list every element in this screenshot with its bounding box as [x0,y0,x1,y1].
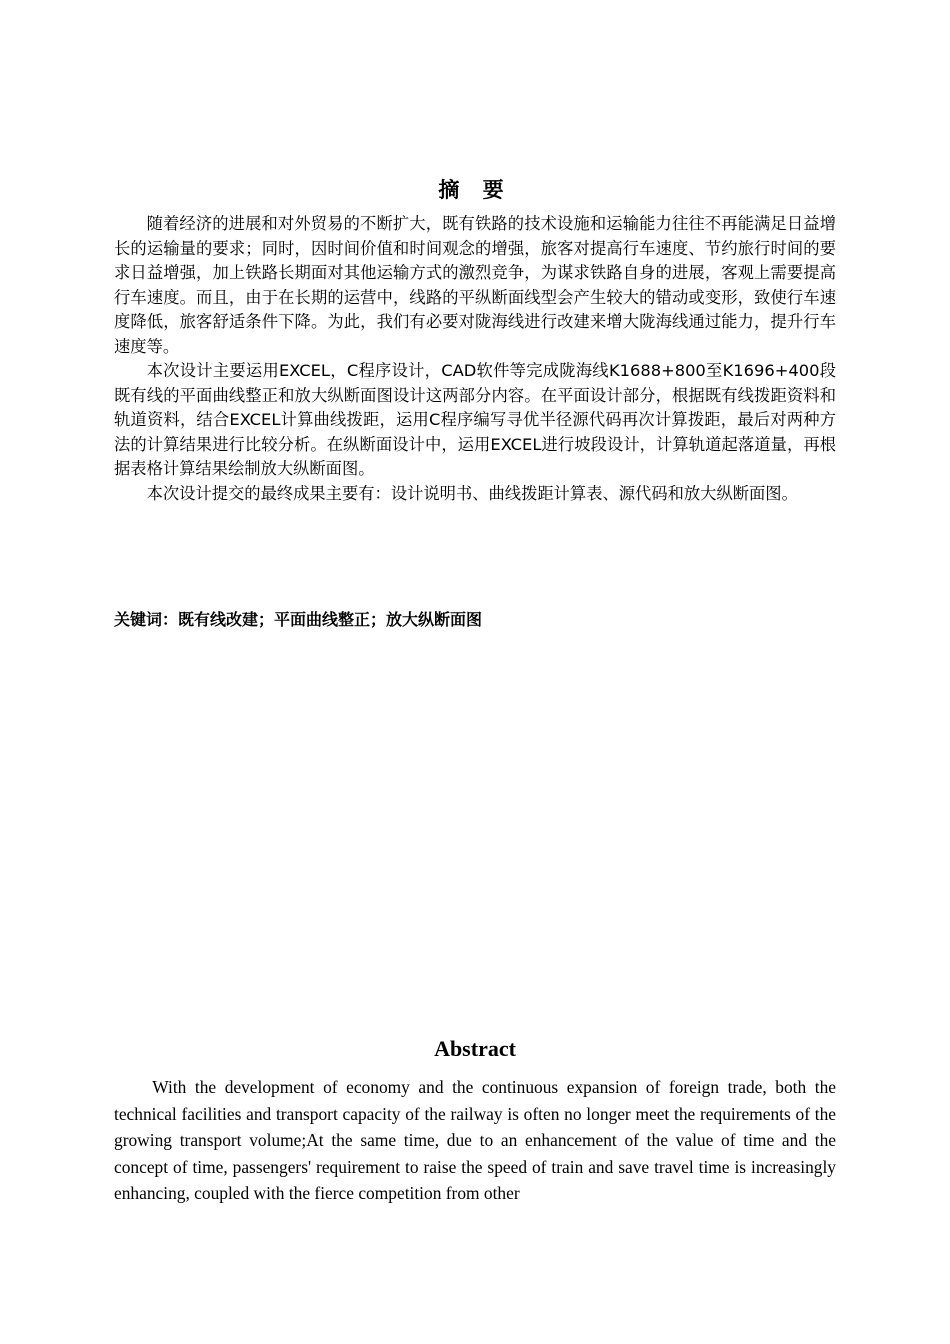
chinese-abstract-paragraph-3: 本次设计提交的最终成果主要有：设计说明书、曲线拨距计算表、源代码和放大纵断面图。 [146,483,798,503]
english-abstract-title: Abstract [434,1036,516,1061]
chinese-abstract-title: 摘 要 [438,178,512,202]
chinese-keywords: 关键词：既有线改建；平面曲线整正；放大纵断面图 [114,610,483,629]
chinese-abstract-body [114,212,836,506]
english-abstract-body [114,1074,836,1207]
english-abstract-paragraph-1: With the development of economy and the continuous expansion of foreign trade, both the technical facilities and transport capacity of the railway is often no longer meet the requirements of the growing transport volume;At the same time, due to an enhancement of the value of time and the concept of time, passengers' requirement to raise the speed of train and save travel time is increasingly enhancing, coupled with the fierce competition from other [114,1077,836,1203]
chinese-abstract-paragraph-2: 本次设计主要运用EXCEL，C程序设计，CAD软件等完成陇海线K1688+800至K1696+400段既有线的平面曲线整正和放大纵断面图设计这两部分内容。在平面设计部分，根据既有线拨距资料和轨道资料，结合EXCEL计算曲线拨距，运用C程序编写寻优半径源代码再次计算拨距，最后对两种方法的计算结果进行比较分析。在纵断面设计中，运用EXCEL进行坡段设计，计算轨道起落道量，再根据表格计算结果绘制放大纵断面图。 [114,361,836,478]
chinese-abstract-paragraph-1: 随着经济的进展和对外贸易的不断扩大，既有铁路的技术设施和运输能力往往不再能满足日益增长的运输量的要求；同时，因时间价值和时间观念的增强，旅客对提高行车速度、节约旅行时间的要求日益增强，加上铁路长期面对其他运输方式的激烈竞争，为谋求铁路自身的进展，客观上需要提高行车速度。而且，由于在长期的运营中，线路的平纵断面线型会产生较大的错动或变形，致使行车速度降低，旅客舒适条件下降。为此，我们有必要对陇海线进行改建来增大陇海线通过能力，提升行车速度等。 [114,214,836,356]
